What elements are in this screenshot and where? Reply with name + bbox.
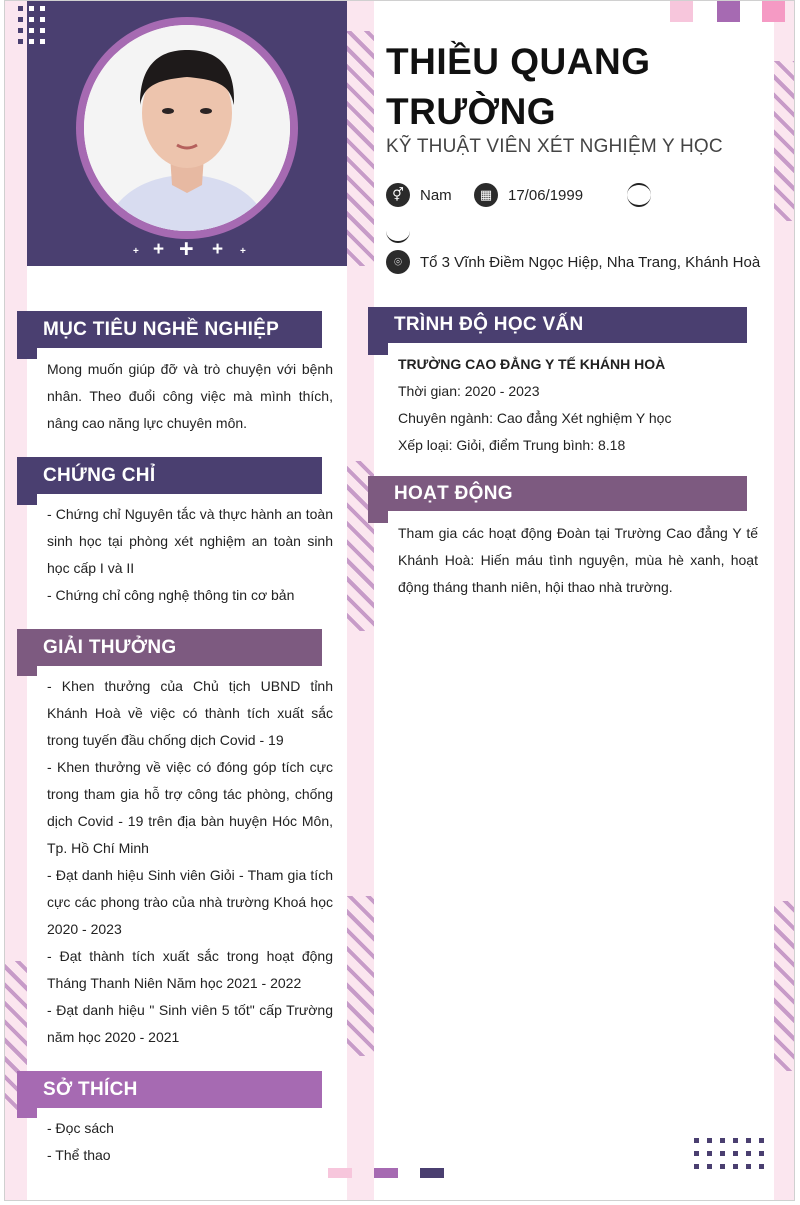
- hobbies-heading: SỞ THÍCH: [17, 1071, 322, 1108]
- decor-square: [328, 1168, 352, 1178]
- gender-icon: ⚥: [386, 183, 410, 207]
- gender-row: [386, 183, 452, 207]
- plus-decor: +: [212, 239, 224, 260]
- decor-square: [670, 1, 693, 22]
- awards-heading: GIẢI THƯỞNG: [17, 629, 322, 666]
- list-item: - Khen thưởng của Chủ tịch UBND tỉnh Khánh Hoà về việc có thành tích xuất sắc trong tuyến đầu chống dịch Covid - 19: [47, 678, 333, 748]
- redacted-icon: [386, 219, 410, 243]
- hidden-contact-icon: [386, 219, 420, 243]
- education-heading: TRÌNH ĐỘ HỌC VẤN: [368, 307, 747, 343]
- cv-page: [4, 0, 795, 1201]
- stripe-decor: [774, 61, 795, 221]
- decor-square: [374, 1168, 398, 1178]
- plus-decor: +: [179, 235, 194, 263]
- activities-paragraph: Tham gia các hoạt động Đoàn tại Trường Cao đẳng Y tế Khánh Hoà: Hiến máu tình nguyện, mùa hè xanh, hoạt động tháng thanh niên, hội thao nhà trường.: [398, 525, 758, 595]
- avatar-frame: [76, 17, 298, 239]
- stripe-decor: [774, 901, 795, 1071]
- redacted-icon: [627, 183, 651, 207]
- list-item: - Đọc sách: [47, 1120, 114, 1136]
- decor-square: [762, 1, 785, 22]
- hidden-contact-icon: [627, 183, 661, 207]
- avatar-photo-icon: [84, 25, 290, 231]
- list-item: - Đạt thành tích xuất sắc trong hoạt động Tháng Thanh Niên Năm học 2021 - 2022: [47, 948, 333, 991]
- location-icon: ⌾: [386, 250, 410, 274]
- list-item: - Thể thao: [47, 1147, 111, 1163]
- address-value: Tổ 3 Vĩnh Điềm Ngọc Hiệp, Nha Trang, Khánh Hoà: [420, 253, 761, 271]
- career-objective-paragraph: Mong muốn giúp đỡ và trò chuyện với bệnh nhân. Theo đuổi công việc mà mình thích, nâng cao năng lực chuyên môn.: [47, 361, 333, 431]
- decor-square: [717, 1, 740, 22]
- stripe-decor: [347, 896, 374, 1056]
- dots-decor: [18, 6, 45, 44]
- job-title: KỸ THUẬT VIÊN XÉT NGHIỆM Y HỌC: [386, 136, 723, 157]
- avatar: [84, 25, 290, 231]
- list-item: - Đạt danh hiệu Sinh viên Giỏi - Tham gia tích cực các phong trào của nhà trường Khoá học 2020 - 2023: [47, 867, 333, 937]
- education-major: Chuyên ngành: Cao đẳng Xét nghiệm Y học: [398, 410, 672, 426]
- dots-decor: [694, 1138, 764, 1169]
- school-name: TRƯỜNG CAO ĐẲNG Y TẾ KHÁNH HOÀ: [398, 356, 666, 372]
- career-objective-text: [47, 356, 333, 437]
- activities-text: [398, 520, 758, 601]
- education-details: [398, 351, 758, 459]
- education-time: Thời gian: 2020 - 2023: [398, 383, 540, 399]
- career-objective-heading: MỤC TIÊU NGHỀ NGHIỆP: [17, 311, 322, 348]
- candidate-name: THIỀU QUANG TRƯỜNG: [386, 41, 651, 132]
- list-item: - Chứng chỉ công nghệ thông tin cơ bản: [47, 587, 295, 603]
- certificates-heading: CHỨNG CHỈ: [17, 457, 322, 494]
- birthdate-value: 17/06/1999: [508, 186, 584, 204]
- list-item: - Chứng chỉ Nguyên tắc và thực hành an toàn sinh học tại phòng xét nghiệm an toàn sinh học cấp I và II: [47, 506, 333, 576]
- plus-decor: +: [133, 246, 139, 257]
- stripe-decor: [347, 31, 374, 266]
- plus-decor: +: [240, 246, 246, 257]
- education-grade: Xếp loại: Giỏi, điểm Trung bình: 8.18: [398, 437, 626, 453]
- photo-panel: [27, 1, 347, 266]
- activities-heading: HOẠT ĐỘNG: [368, 476, 747, 511]
- decor-square: [420, 1168, 444, 1178]
- plus-decor: +: [153, 239, 165, 260]
- birthdate-row: [474, 183, 583, 207]
- awards-list: [47, 673, 333, 1051]
- list-item: - Khen thưởng về việc có đóng góp tích cực trong tham gia hỗ trợ công tác phòng, chống dịch Covid - 19 trên địa bàn huyện Hóc Môn, Tp. Hồ Chí Minh: [47, 759, 333, 856]
- certificates-list: [47, 501, 333, 609]
- hobbies-list: [47, 1115, 333, 1169]
- calendar-icon: ▦: [474, 183, 498, 207]
- gender-value: Nam: [420, 186, 452, 204]
- list-item: - Đạt danh hiệu " Sinh viên 5 tốt" cấp Trường năm học 2020 - 2021: [47, 1002, 333, 1045]
- address-row: [386, 250, 760, 274]
